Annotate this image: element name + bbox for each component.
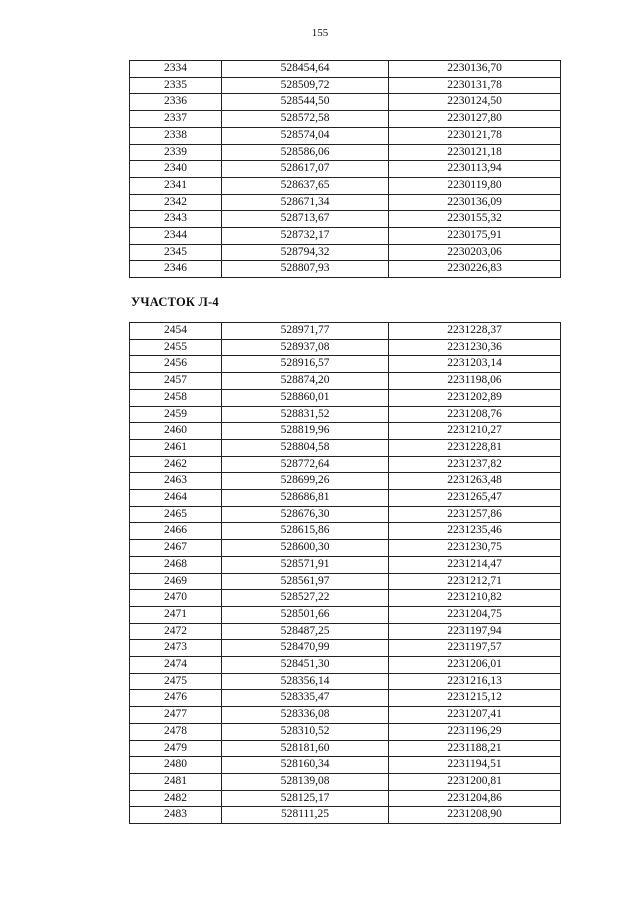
y-coordinate-cell: 2230131,78 xyxy=(389,77,561,94)
x-coordinate-cell: 528451,30 xyxy=(222,657,389,674)
y-coordinate-cell: 2231197,94 xyxy=(389,623,561,640)
point-number-cell: 2479 xyxy=(130,740,222,757)
table-row xyxy=(130,406,561,423)
y-coordinate-cell: 2231210,82 xyxy=(389,590,561,607)
table-row xyxy=(130,740,561,757)
x-coordinate-cell: 528487,25 xyxy=(222,623,389,640)
x-coordinate-cell: 528916,57 xyxy=(222,356,389,373)
point-number-cell: 2466 xyxy=(130,523,222,540)
y-coordinate-cell: 2231206,01 xyxy=(389,657,561,674)
x-coordinate-cell: 528574,04 xyxy=(222,127,389,144)
point-number-cell: 2337 xyxy=(130,111,222,128)
table-row xyxy=(130,807,561,824)
table-row xyxy=(130,439,561,456)
table-row xyxy=(130,540,561,557)
x-coordinate-cell: 528544,50 xyxy=(222,94,389,111)
point-number-cell: 2465 xyxy=(130,506,222,523)
point-number-cell: 2459 xyxy=(130,406,222,423)
x-coordinate-cell: 528470,99 xyxy=(222,640,389,657)
point-number-cell: 2461 xyxy=(130,439,222,456)
table-row xyxy=(130,389,561,406)
y-coordinate-cell: 2231215,12 xyxy=(389,690,561,707)
x-coordinate-cell: 528713,67 xyxy=(222,211,389,228)
table-row xyxy=(130,61,561,78)
x-coordinate-cell: 528111,25 xyxy=(222,807,389,824)
point-number-cell: 2483 xyxy=(130,807,222,824)
x-coordinate-cell: 528125,17 xyxy=(222,790,389,807)
point-number-cell: 2458 xyxy=(130,389,222,406)
point-number-cell: 2463 xyxy=(130,473,222,490)
x-coordinate-cell: 528527,22 xyxy=(222,590,389,607)
point-number-cell: 2343 xyxy=(130,211,222,228)
table-row xyxy=(130,473,561,490)
y-coordinate-cell: 2231230,36 xyxy=(389,339,561,356)
point-number-cell: 2469 xyxy=(130,573,222,590)
point-number-cell: 2457 xyxy=(130,373,222,390)
y-coordinate-cell: 2230119,80 xyxy=(389,177,561,194)
x-coordinate-cell: 528860,01 xyxy=(222,389,389,406)
point-number-cell: 2476 xyxy=(130,690,222,707)
x-coordinate-cell: 528336,08 xyxy=(222,707,389,724)
x-coordinate-cell: 528617,07 xyxy=(222,161,389,178)
x-coordinate-cell: 528937,08 xyxy=(222,339,389,356)
x-coordinate-cell: 528356,14 xyxy=(222,673,389,690)
y-coordinate-cell: 2231263,48 xyxy=(389,473,561,490)
y-coordinate-cell: 2231210,27 xyxy=(389,423,561,440)
point-number-cell: 2339 xyxy=(130,144,222,161)
table-row xyxy=(130,757,561,774)
y-coordinate-cell: 2230155,32 xyxy=(389,211,561,228)
y-coordinate-cell: 2230136,09 xyxy=(389,194,561,211)
x-coordinate-cell: 528671,34 xyxy=(222,194,389,211)
y-coordinate-cell: 2231196,29 xyxy=(389,723,561,740)
x-coordinate-cell: 528874,20 xyxy=(222,373,389,390)
table-row xyxy=(130,623,561,640)
table-row xyxy=(130,94,561,111)
point-number-cell: 2345 xyxy=(130,244,222,261)
point-number-cell: 2470 xyxy=(130,590,222,607)
x-coordinate-cell: 528310,52 xyxy=(222,723,389,740)
x-coordinate-cell: 528572,58 xyxy=(222,111,389,128)
x-coordinate-cell: 528772,64 xyxy=(222,456,389,473)
page-number: 155 xyxy=(311,27,329,39)
table-row xyxy=(130,423,561,440)
x-coordinate-cell: 528676,30 xyxy=(222,506,389,523)
y-coordinate-cell: 2231212,71 xyxy=(389,573,561,590)
x-coordinate-cell: 528831,52 xyxy=(222,406,389,423)
table-row xyxy=(130,144,561,161)
table-row xyxy=(130,673,561,690)
table-row xyxy=(130,356,561,373)
table-row xyxy=(130,323,561,340)
x-coordinate-cell: 528732,17 xyxy=(222,228,389,245)
y-coordinate-cell: 2231228,81 xyxy=(389,439,561,456)
point-number-cell: 2481 xyxy=(130,773,222,790)
table-row xyxy=(130,490,561,507)
table-row xyxy=(130,456,561,473)
point-number-cell: 2340 xyxy=(130,161,222,178)
x-coordinate-cell: 528139,08 xyxy=(222,773,389,790)
x-coordinate-cell: 528561,97 xyxy=(222,573,389,590)
x-coordinate-cell: 528794,32 xyxy=(222,244,389,261)
point-number-cell: 2341 xyxy=(130,177,222,194)
y-coordinate-cell: 2231204,75 xyxy=(389,606,561,623)
table-row xyxy=(130,161,561,178)
point-number-cell: 2456 xyxy=(130,356,222,373)
y-coordinate-cell: 2231203,14 xyxy=(389,356,561,373)
point-number-cell: 2473 xyxy=(130,640,222,657)
x-coordinate-cell: 528804,58 xyxy=(222,439,389,456)
table-row xyxy=(130,657,561,674)
y-coordinate-cell: 2231214,47 xyxy=(389,556,561,573)
y-coordinate-cell: 2230113,94 xyxy=(389,161,561,178)
x-coordinate-cell: 528807,93 xyxy=(222,261,389,278)
y-coordinate-cell: 2230203,06 xyxy=(389,244,561,261)
table-row xyxy=(130,690,561,707)
table-row xyxy=(130,590,561,607)
y-coordinate-cell: 2230121,18 xyxy=(389,144,561,161)
x-coordinate-cell: 528600,30 xyxy=(222,540,389,557)
table-row xyxy=(130,261,561,278)
y-coordinate-cell: 2231197,57 xyxy=(389,640,561,657)
table-row xyxy=(130,640,561,657)
point-number-cell: 2482 xyxy=(130,790,222,807)
y-coordinate-cell: 2231237,82 xyxy=(389,456,561,473)
table-row xyxy=(130,723,561,740)
point-number-cell: 2344 xyxy=(130,228,222,245)
y-coordinate-cell: 2230124,50 xyxy=(389,94,561,111)
point-number-cell: 2471 xyxy=(130,606,222,623)
y-coordinate-cell: 2231235,46 xyxy=(389,523,561,540)
y-coordinate-cell: 2230226,83 xyxy=(389,261,561,278)
x-coordinate-cell: 528819,96 xyxy=(222,423,389,440)
point-number-cell: 2346 xyxy=(130,261,222,278)
table-row xyxy=(130,194,561,211)
y-coordinate-cell: 2231198,06 xyxy=(389,373,561,390)
y-coordinate-cell: 2230127,80 xyxy=(389,111,561,128)
table-row xyxy=(130,111,561,128)
x-coordinate-cell: 528586,06 xyxy=(222,144,389,161)
x-coordinate-cell: 528509,72 xyxy=(222,77,389,94)
table-row xyxy=(130,606,561,623)
point-number-cell: 2455 xyxy=(130,339,222,356)
x-coordinate-cell: 528454,64 xyxy=(222,61,389,78)
table-2-body xyxy=(130,323,561,824)
x-coordinate-cell: 528971,77 xyxy=(222,323,389,340)
table-row xyxy=(130,77,561,94)
point-number-cell: 2478 xyxy=(130,723,222,740)
y-coordinate-cell: 2231200,81 xyxy=(389,773,561,790)
x-coordinate-cell: 528501,66 xyxy=(222,606,389,623)
x-coordinate-cell: 528571,91 xyxy=(222,556,389,573)
table-row xyxy=(130,773,561,790)
y-coordinate-cell: 2231202,89 xyxy=(389,389,561,406)
y-coordinate-cell: 2231228,37 xyxy=(389,323,561,340)
y-coordinate-cell: 2230121,78 xyxy=(389,127,561,144)
y-coordinate-cell: 2230175,91 xyxy=(389,228,561,245)
y-coordinate-cell: 2231208,90 xyxy=(389,807,561,824)
point-number-cell: 2335 xyxy=(130,77,222,94)
point-number-cell: 2454 xyxy=(130,323,222,340)
table-row xyxy=(130,573,561,590)
point-number-cell: 2462 xyxy=(130,456,222,473)
table-row xyxy=(130,707,561,724)
x-coordinate-cell: 528335,47 xyxy=(222,690,389,707)
point-number-cell: 2480 xyxy=(130,757,222,774)
point-number-cell: 2477 xyxy=(130,707,222,724)
x-coordinate-cell: 528699,26 xyxy=(222,473,389,490)
coordinates-table-2 xyxy=(129,322,561,824)
point-number-cell: 2474 xyxy=(130,657,222,674)
point-number-cell: 2342 xyxy=(130,194,222,211)
y-coordinate-cell: 2231208,76 xyxy=(389,406,561,423)
table-row xyxy=(130,228,561,245)
point-number-cell: 2468 xyxy=(130,556,222,573)
point-number-cell: 2338 xyxy=(130,127,222,144)
y-coordinate-cell: 2231216,13 xyxy=(389,673,561,690)
table-row xyxy=(130,790,561,807)
y-coordinate-cell: 2231230,75 xyxy=(389,540,561,557)
x-coordinate-cell: 528160,34 xyxy=(222,757,389,774)
table-row xyxy=(130,523,561,540)
y-coordinate-cell: 2231265,47 xyxy=(389,490,561,507)
point-number-cell: 2460 xyxy=(130,423,222,440)
y-coordinate-cell: 2231204,86 xyxy=(389,790,561,807)
y-coordinate-cell: 2230136,70 xyxy=(389,61,561,78)
section-title: УЧАСТОК Л-4 xyxy=(131,295,219,309)
table-1-body xyxy=(130,61,561,278)
point-number-cell: 2464 xyxy=(130,490,222,507)
y-coordinate-cell: 2231194,51 xyxy=(389,757,561,774)
point-number-cell: 2334 xyxy=(130,61,222,78)
table-row xyxy=(130,556,561,573)
table-row xyxy=(130,177,561,194)
table-row xyxy=(130,373,561,390)
table-row xyxy=(130,244,561,261)
point-number-cell: 2472 xyxy=(130,623,222,640)
x-coordinate-cell: 528686,81 xyxy=(222,490,389,507)
table-row xyxy=(130,506,561,523)
table-row xyxy=(130,211,561,228)
y-coordinate-cell: 2231207,41 xyxy=(389,707,561,724)
table-row xyxy=(130,339,561,356)
point-number-cell: 2336 xyxy=(130,94,222,111)
x-coordinate-cell: 528181,60 xyxy=(222,740,389,757)
y-coordinate-cell: 2231188,21 xyxy=(389,740,561,757)
point-number-cell: 2475 xyxy=(130,673,222,690)
x-coordinate-cell: 528637,65 xyxy=(222,177,389,194)
x-coordinate-cell: 528615,86 xyxy=(222,523,389,540)
y-coordinate-cell: 2231257,86 xyxy=(389,506,561,523)
coordinates-table-1 xyxy=(129,60,561,278)
point-number-cell: 2467 xyxy=(130,540,222,557)
table-row xyxy=(130,127,561,144)
